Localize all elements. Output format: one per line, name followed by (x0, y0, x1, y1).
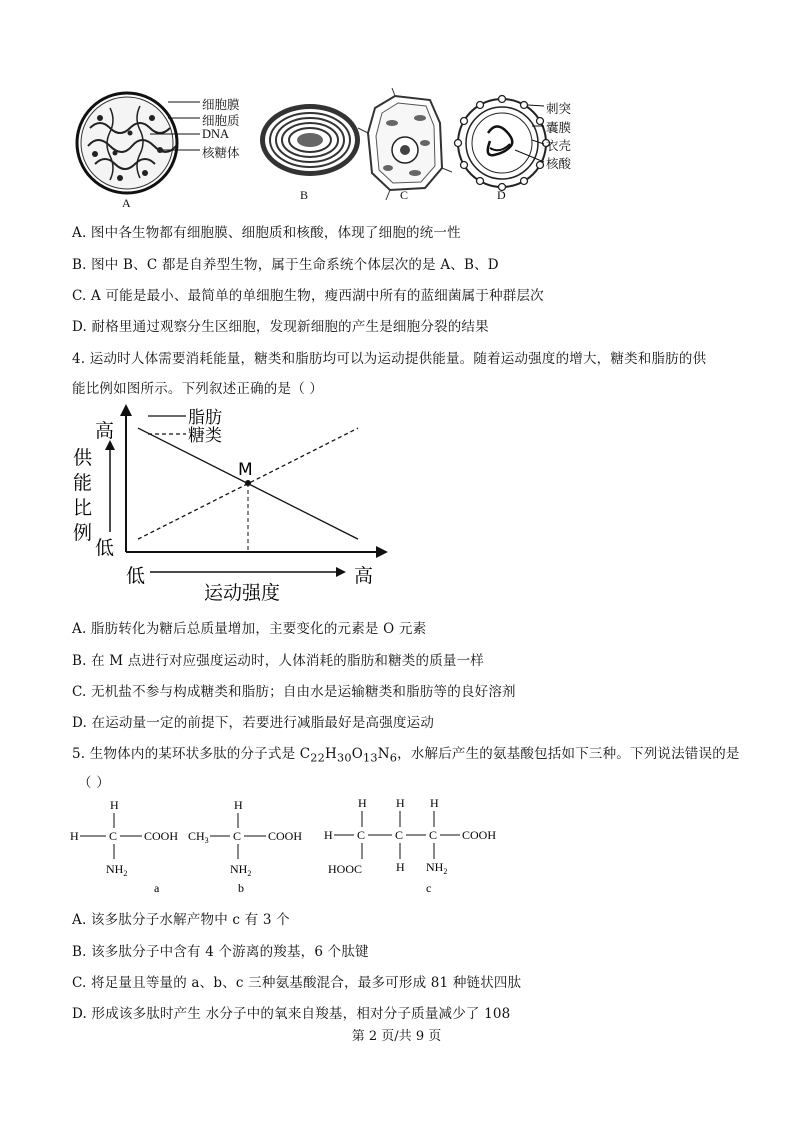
x-low-label: 低 (126, 565, 146, 587)
point-m-label: M (238, 460, 253, 480)
svg-text:b: b (238, 881, 244, 895)
q5-stem-line2: （ ） (78, 775, 110, 791)
svg-text:CH3: $CH_3$ (188, 829, 209, 845)
intensity-arrow (150, 567, 346, 577)
q5-option-b: B. 该多肽分子中含有 4 个游离的羧基，6 个肽键 (72, 944, 369, 960)
formula-n-count: 6 (389, 751, 398, 765)
svg-text:C: C (109, 829, 118, 843)
energy-arrow (105, 440, 115, 532)
svg-text:a: a (154, 881, 160, 895)
q4-option-a: A. 脂肪转化为糖后总质量增加，主要变化的元素是 O 元素 (72, 621, 427, 637)
y-axis-title-char: 例 (73, 522, 93, 544)
svg-text:COOH: COOH (144, 829, 179, 843)
svg-text:H: H (234, 798, 243, 812)
q4-option-b: B. 在 M 点进行对应强度运动时，人体消耗的脂肪和糖类的质量一样 (72, 653, 485, 669)
q4-stem-line1: 4. 运动时人体需要消耗能量，糖类和脂肪均可以为运动提供能量。随着运动强度的增大，糖类和脂肪的供 (72, 351, 707, 367)
cell-d-drawing (455, 96, 550, 191)
cell-c-drawing (358, 88, 452, 200)
q4-option-d: D. 在运动量一定的前提下，若要进行减脂最好是高强度运动 (72, 715, 435, 731)
amino-acid-c (324, 796, 496, 895)
amino-acid-a (70, 798, 178, 895)
q5-stem-line1: 5. 生物体内的某环状多肽的分子式是 $C_{22}H_{30}O_{13}N_6$，水解后产生的氨基酸包括如下三种。下列说法错误的是 (72, 746, 740, 765)
svg-text:H: H (324, 828, 333, 842)
y-axis-title-char: 能 (73, 472, 93, 494)
chart-annotations (238, 460, 253, 552)
svg-text:HOOC: HOOC (328, 862, 363, 876)
y-low-label: 低 (95, 537, 115, 559)
legend-sugar-label: 糖类 (188, 426, 222, 446)
q5-option-c: C. 将足量且等量的 a、b、c 三种氨基酸混合，最多可形成 81 种链状四肽 (72, 975, 522, 991)
cell-d-label-spike: 刺突 (546, 101, 572, 116)
cell-d-label-nucleic-acid: 核酸 (546, 156, 572, 171)
svg-text:H: H (110, 798, 119, 812)
cell-a-label-membrane: 细胞膜 (202, 97, 240, 112)
chart-legend (148, 408, 222, 446)
cell-a-drawing (77, 93, 200, 193)
svg-text:COOH: COOH (462, 828, 497, 842)
y-high-label: 高 (95, 420, 115, 442)
svg-text:H: H (396, 860, 405, 874)
svg-text:H: H (396, 796, 405, 810)
y-axis-title-char: 比 (73, 497, 93, 519)
x-high-label: 高 (354, 565, 374, 587)
svg-text:NH2: $NH_2$ (106, 862, 128, 878)
q4-option-c: C. 无机盐不参与构成糖类和脂肪；自由水是运输糖类和脂肪等的良好溶剂 (72, 684, 516, 700)
y-axis-title (73, 447, 93, 544)
q3-option-d: D. 耐格里通过观察分生区细胞，发现新细胞的产生是细胞分裂的结果 (72, 319, 489, 335)
y-axis (120, 404, 132, 552)
cell-a-label-cytoplasm: 细胞质 (202, 113, 240, 128)
svg-text:NH2: $NH_2$ (230, 862, 252, 878)
svg-text:NH2: $NH_2$ (426, 860, 448, 876)
svg-text:c: c (426, 881, 432, 895)
svg-text:H: H (70, 829, 79, 843)
formula-o-count: 13 (363, 751, 378, 765)
y-axis-title-char: 供 (73, 447, 93, 469)
page-footer: 第 2 页/共 9 页 (351, 1029, 442, 1044)
svg-text:C: C (357, 828, 366, 842)
cell-b-caption: B (300, 188, 309, 202)
amino-acid-b (188, 798, 302, 895)
svg-text:H: H (430, 796, 439, 810)
svg-text:COOH: COOH (268, 829, 303, 843)
formula-h-count: 30 (337, 751, 352, 765)
formula-c-count: 22 (310, 751, 326, 765)
cell-b-drawing (260, 104, 360, 176)
q3-option-a: A. 图中各生物都有细胞膜、细胞质和核酸，体现了细胞的统一性 (72, 225, 461, 241)
axis-labels (73, 420, 373, 602)
cell-d-label-capsid: 衣壳 (546, 138, 572, 153)
svg-text:C: C (429, 828, 438, 842)
q4-stem-line2: 能比例如图所示。下列叙述正确的是（ ） (72, 381, 324, 397)
q5-option-d: D. 形成该多肽时产生 水分子中的氧来自羧基，相对分子质量减少了 108 (72, 1006, 511, 1022)
amino-acid-structures (66, 795, 516, 900)
q3-option-c: C. A 可能是最小、最简单的单细胞生物，瘦西湖中所有的蓝细菌属于种群层次 (72, 288, 544, 304)
svg-text:C: C (395, 828, 404, 842)
cell-d-caption: D (497, 188, 506, 202)
cell-d-label-envelope: 囊膜 (546, 120, 572, 135)
svg-text:H: H (358, 796, 367, 810)
q3-option-b: B. 图中 B、C 都是自养型生物，属于生命系统个体层次的是 A、B、D (72, 257, 499, 273)
cell-a-caption: A (122, 196, 131, 210)
energy-ratio-chart (68, 402, 398, 602)
cell-c-caption: C (400, 188, 409, 202)
svg-text:C: C (233, 829, 242, 843)
x-axis (126, 546, 388, 558)
cell-a-label-ribosome: 核糖体 (202, 145, 240, 160)
legend-fat-label: 脂肪 (188, 408, 222, 428)
q5-stem-post: ，水解后产生的氨基酸包括如下三种。下列说法错误的是 (397, 746, 740, 762)
cell-a-label-dna: DNA (202, 127, 230, 141)
x-axis-title: 运动强度 (204, 582, 281, 602)
q5-option-a: A. 该多肽分子水解产物中 c 有 3 个 (72, 912, 290, 928)
q5-stem-pre: 5. 生物体内的某环状多肽的分子式是 C (72, 746, 311, 762)
point-m-marker (245, 480, 251, 486)
